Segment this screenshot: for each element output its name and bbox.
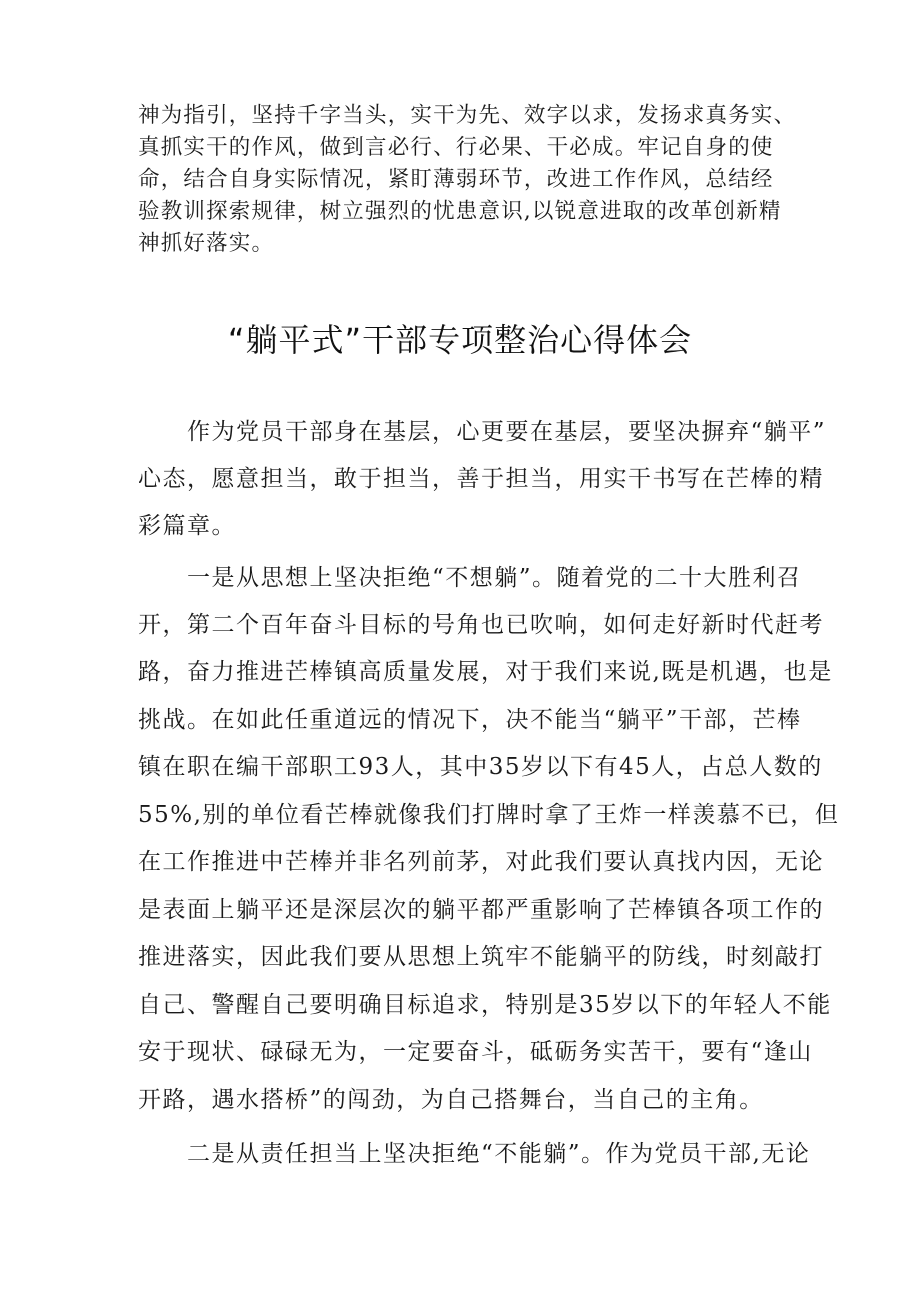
body-line: 作为党员干部身在基层，心更要在基层，要坚决摒弃“躺平”: [138, 419, 827, 445]
body-line: 一是从思想上坚决拒绝“不想躺”。随着党的二十大胜利召: [138, 565, 802, 591]
article-title: “躺平式”干部专项整治心得体会: [227, 321, 693, 359]
paragraph-line: 真抓实干的作风，做到言必行、行必果、干必成。牢记自身的使: [138, 135, 774, 160]
paragraph-line: 命，结合自身实际情况，紧盯薄弱环节，改进工作作风，总结经: [138, 167, 774, 192]
body-line: 路，奋力推进芒棒镇高质量发展，对于我们来说,既是机遇，也是: [138, 659, 833, 685]
body-line: 自己、警醒自己要明确目标追求，特别是35岁以下的年轻人不能: [138, 992, 832, 1018]
body-line: 彩篇章。: [138, 513, 236, 539]
body-line: 镇在职在编干部职工93人，其中35岁以下有45人，占总人数的: [138, 754, 823, 780]
paragraph-line: 验教训探索规律，树立强烈的忧患意识,以锐意进取的改革创新精: [138, 199, 782, 224]
body-line: 开，第二个百年奋斗目标的号角也已吹响，如何走好新时代赶考: [138, 612, 824, 638]
body-line: 挑战。在如此任重道远的情况下，决不能当“躺平”干部，芒棒: [138, 707, 802, 733]
body-line: 心态，愿意担当，敢于担当，善于担当，用实干书写在芒棒的精: [138, 466, 824, 492]
body-line: 是表面上躺平还是深层次的躺平都严重影响了芒棒镇各项工作的: [138, 897, 824, 923]
body-line: 在工作推进中芒棒并非名列前茅，对此我们要认真找内因，无论: [138, 849, 824, 875]
body-line: 安于现状、碌碌无为，一定要奋斗，砥砺务实苦干，要有“逢山: [138, 1039, 813, 1065]
body-line: 开路，遇水搭桥”的闯劲，为自己搭舞台，当自己的主角。: [138, 1087, 764, 1113]
paragraph-line: 神为指引，坚持千字当头，实干为先、效字以求，发扬求真务实、: [138, 103, 797, 128]
body-line: 二是从责任担当上坚决拒绝“不能躺”。作为党员干部,无论: [138, 1141, 811, 1167]
body-line: 推进落实，因此我们要从思想上筑牢不能躺平的防线，时刻敲打: [138, 944, 824, 970]
paragraph-line: 神抓好落实。: [138, 231, 275, 256]
body-line: 55%,别的单位看芒棒就像我们打牌时拿了王炸一样羡慕不已，但: [138, 802, 840, 828]
